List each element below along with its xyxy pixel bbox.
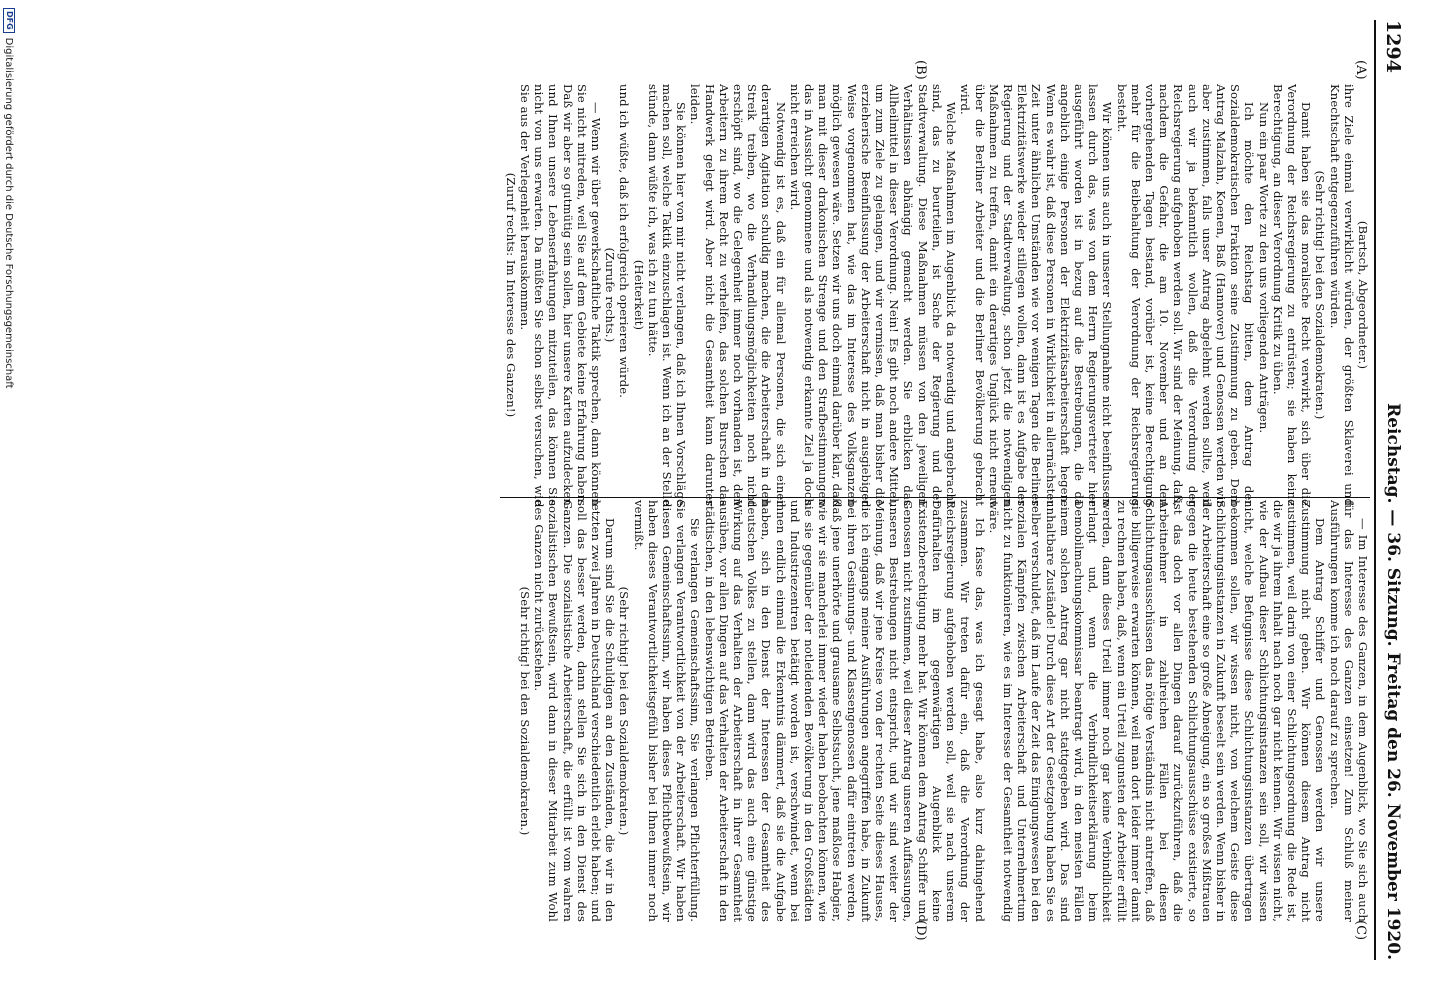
speech-paragraph: — Im Interesse des Ganzen, in dem Augenblick, wo Sie sich auch für das Interesse des Ganzen einsetzen! Zum Schluß meiner Ausführungen komme ich noch darauf zu sprechen. xyxy=(1327,500,1370,922)
digitization-credit: Digitalisierung gefördert durch die Deutsche Forschungsgemeinschaft xyxy=(3,37,15,389)
speech-paragraph: Ich fasse das, was ich gesagt habe, also kurz dahingehend zusammen. Wir treten dafür ein, daß die Verordnung der Reichsregierung aufgehoben werden soll, weil sie nach unserem Dafürhalten im gegenwärtigen Augenblick keine Existenzberechtigung mehr hat. Wir können dem Antrag Schiffer und Genossen nicht zustimmen, weil dieser Antrag unseren Auffassungen, unseren Bestrebungen nicht entspricht, und wir sind weiter der Meinung, daß wir jene Kreise von der rechten Seite dieses Hauses, die ich eingangs meiner Ausführungen angegriffen habe, in Zukunft bei ihren Gesinnungs- und Klassengenossen dafür eintreten werden, daß jene unerhörte und grausame Selbstsucht, jene maßlose Habgier, wie wir sie mancherlei immer wieder haben beobachten können, wie sie sie gegenüber der notleidenden Bevölkerung in den Großstädten und Industriezentren betätigt worden ist, verschwindet, wenn bei ihnen endlich einmal die Erkenntnis dämmert, daß sie die Aufgabe haben, sich in den Dienst der Interessen der Gesamtheit des deutschen Volkes zu stellen, dann wird das auch eine günstige Wirkung auf das Verhalten der Arbeiterschaft in ihrer Gesamtheit ausüben, vor allen Dingen auf das Verhalten der Arbeiterschaft in den städtischen, in den lebenswichtigen Betrieben. xyxy=(702,500,987,922)
interjection-paragraph: (Heiterkeit) xyxy=(631,259,646,331)
dfg-logo: DFG xyxy=(3,8,15,33)
speech-paragraph: Sie können hier von mir nicht verlangen, daß ich Ihnen Vorschläge machen soll, welche Taktik einzuschlagen ist. Wenn ich an der Stelle stünde, dann wüßte ich, was ich zu tun hätte. xyxy=(645,84,689,506)
speech-paragraph: Dem Antrag Schiffer und Genossen werden wir unsere Zustimmung nicht geben. Wir können diesem Antrag nicht zustimmen, weil darin von einer Schlichtungsordnung die Rede ist, die wir ja ihrem Inhalt nach noch gar nicht kennen. Wir wissen nicht, wie der Aufbau dieser Schlichtungsinstanzen sein soll, wir wissen nicht, welche Befugnisse diese Schlichtungsinstanzen übertragen bekommen sollen, wir wissen nicht, von welchem Geiste diese Schlichtungsinstanzen in Zukunft beseelt sein werden. Wenn bisher in der Arbeiterschaft eine so große Abneigung, ein so großes Mißtrauen gegen die heute bestehenden Schlichtungsausschüsse existierte, so ist das doch vor allen Dingen darauf zurückzuführen, daß die Arbeitnehmer in zahlreichen Fällen bei diesen Schlichtungsausschüssen das nötige Verständnis nicht antreffen, daß sie billigerweise erwarten können, weil man dort leider immer damit zu rechnen haben, daß, wenn ein Urteil zugunsten der Arbeiter erfüllt werden, dann dieses Urteil immer noch gar keine Verbindlichkeit erlangt und, wenn die Verbindlichkeitserklärung beim Demobilmachungskommissar beantragt wird, in den meisten Fällen einem solchen Antrag gar nicht stattgegeben wird. Das sind unhaltbare Zustände! Durch diese Art der Gesetzgebung haben Sie es selber verschuldet, daß im Laufe der Zeit das Einigungswesen bei den sozialen Kämpfen zwischen Arbeiterschaft und Unternehmertum nicht zu funktionieren, wie es im Interesse der Gesamtheit notwendig wäre. xyxy=(986,500,1328,922)
header-rule xyxy=(1374,20,1376,960)
margin-marker-c: (C) xyxy=(1353,920,1368,941)
margin-marker-a: (A) xyxy=(1353,60,1368,80)
speech-paragraph: Notwendig ist es, daß ein für allemal Personen, die sich einer derartigen Agitation schuldig machen, die die Arbeiterschaft in den Streik treiben, wo die Verhandlungsmöglichkeiten noch nicht erschöpft sind, wo die Gelegenheit immer noch vorhanden ist, den Arbeitern zu ihrem Recht zu verhelfen, das solchen Burschen das Handwerk gelegt wird. Aber nicht die Gesamtheit kann darunter leiden. xyxy=(688,84,788,506)
page-number: 1294 xyxy=(1382,20,1404,73)
left-text-column xyxy=(500,84,1370,506)
speech-paragraph: Darum sind Sie die Schuldigen an den Zuständen, die wir in den letzten zwei Jahren in Deutschland verschiedentlich erlebt haben; und soll das besser werden, dann stellen Sie sich in den Dienst des Ganzen. Die sozialistische Arbeiterschaft, die erfüllt ist vom wahren sozialistischen Bewußtsein, wird dann in dieser Mitarbeit zum Wohl des Ganzen nicht zurückstehen. xyxy=(532,500,618,922)
speech-paragraph: — Wenn wir über gewerkschaftliche Taktik sprechen, dann können Sie nicht mitreden, weil Sie auf dem Gebiete keine Erfahrung haben. Daß wir aber so gutmütig sein sollen, hier unsere Karten aufzudecken und Ihnen unsere Lebenserfahrungen mitzuteilen, das können Sie nicht von uns erwarten. Da müßten Sie schon selbst versuchen, wie Sie aus der Verlegenheit herauskommen. xyxy=(518,84,604,506)
interjection-paragraph: (Sehr richtig! bei den Sozialdemokraten.) xyxy=(617,586,632,836)
margin-marker-b: (B) xyxy=(913,60,928,80)
speech-paragraph: und ich wüßte, daß ich erfolgreich operieren würde. xyxy=(617,84,632,399)
speech-paragraph: Nun ein paar Worte zu den uns vorliegenden Anträgen. xyxy=(1256,102,1271,434)
margin-marker-d: (D) xyxy=(913,920,928,941)
interjection-paragraph: (Bartsch, Abgeordneter.) xyxy=(1356,220,1370,370)
speech-paragraph: Ich möchte den Reichstag bitten, dem Antrag der Sozialdemokratischen Fraktion seine Zustimmung zu geben. Dem Antrag Malzahn, Koenen, Baß (Hannover) und Genossen werden wir aber zustimmen, falls unser Antrag abgelehnt werden sollte, weil auch wir ja bekanntlich wollen, daß die Verordnung der Reichsregierung aufgehoben werden soll. Wir sind der Meinung, daß, nachdem die Gefahr, die am 10. November und an den vorhergehenden Tagen bestand, vorüber ist, keine Berechtigung mehr für die Beibehaltung der Verordnung der Reichsregierung besteht. xyxy=(1114,84,1257,506)
interjection-paragraph: (Zuruf rechts: Im Interesse des Ganzen!) xyxy=(503,172,518,418)
speech-paragraph: ihre Ziele einmal verwirklicht würden, der größten Sklaverei und Knechtschaft entgegenzuführen würden. xyxy=(1327,84,1356,506)
right-text-column xyxy=(510,500,1370,922)
speech-paragraph: Welche Maßnahmen im Augenblick da notwendig und angebracht sind, das zu beurteilen, ist Sache der Regierung und der Stadtverwaltung. Diese Maßnahmen müssen von den jeweiligen Verhältnissen abhängig gemacht werden. Sie erblicken das Allheilmittel in dieser Verordnung. Nein! Es gibt noch andere Mittel, um zum Ziele zu gelangen, und wir vermissen, daß man bisher die erzieherische Beeinflussung der Arbeiterschaft nicht in ausgiebiger Weise vorgenommen hat, wie das im Interesse des Volksganzen möglich gewesen wäre. Setzen wir uns doch einmal darüber klar, daß man mit dieser drakonischen Strenge und den Strafbestimmungen das in Aussicht genommene und als notwendig erkannte Ziel ja doch nicht erreichen wird. xyxy=(787,84,959,506)
speech-paragraph: Wir können uns auch in unserer Stellungnahme nicht beeinflussen lassen durch das, was von dem Herrn Regierungsvertreter hier ausgeführt worden ist in bezug auf die Bestrebungen, die da angeblich einige Personen der Elektrizitätsarbeiterschaft hegen. Wenn es wahr ist, daß diese Personen in Wirklichkeit in allernächster Zeit unter ähnlichen Umständen wie vor wenigen Tagen die Berliner Elektrizitätswerke wieder stillegen wollen, dann ist es Aufgabe der Regierung und der Stadtverwaltung, schon jetzt die notwendigen Maßnahmen zu treffen, damit ein derartiges Unglück nicht erneut über die Berliner Arbeiter und die Berliner Bevölkerung gebracht wird. xyxy=(958,84,1115,506)
interjection-paragraph: (Sehr richtig! bei den Sozialdemokraten.) xyxy=(1313,170,1328,420)
speech-paragraph: Damit haben sie das moralische Recht verwirkt, sich über die Verordnung der Reichsregierung zu entrüsten; sie haben keine Berechtigung, an dieser Verordnung Kritik zu üben. xyxy=(1270,84,1314,506)
interjection-paragraph: (Zurufe rechts.) xyxy=(603,247,618,343)
speech-paragraph: Sie verlangen Gemeinschaftssinn, Sie verlangen Pflichterfüllung. Sie verlangen Verantwortlichkeit von der Arbeiterschaft. Wir haben diesen Gemeinschaftssinn, wir haben dieses Pflichtbewußtsein, wir haben dieses Verantwortlichkeitsgefühl bisher bei Ihnen immer noch vermißt. xyxy=(631,500,703,922)
page-running-title: Reichstag. — 36. Sitzung. Freitag den 26. November 1920. xyxy=(1383,403,1403,960)
interjection-paragraph: (Sehr richtig! bei den Sozialdemokraten.) xyxy=(518,586,533,836)
column-divider xyxy=(500,497,1370,498)
page-header xyxy=(1380,20,1406,960)
digitization-footer xyxy=(0,0,18,1000)
